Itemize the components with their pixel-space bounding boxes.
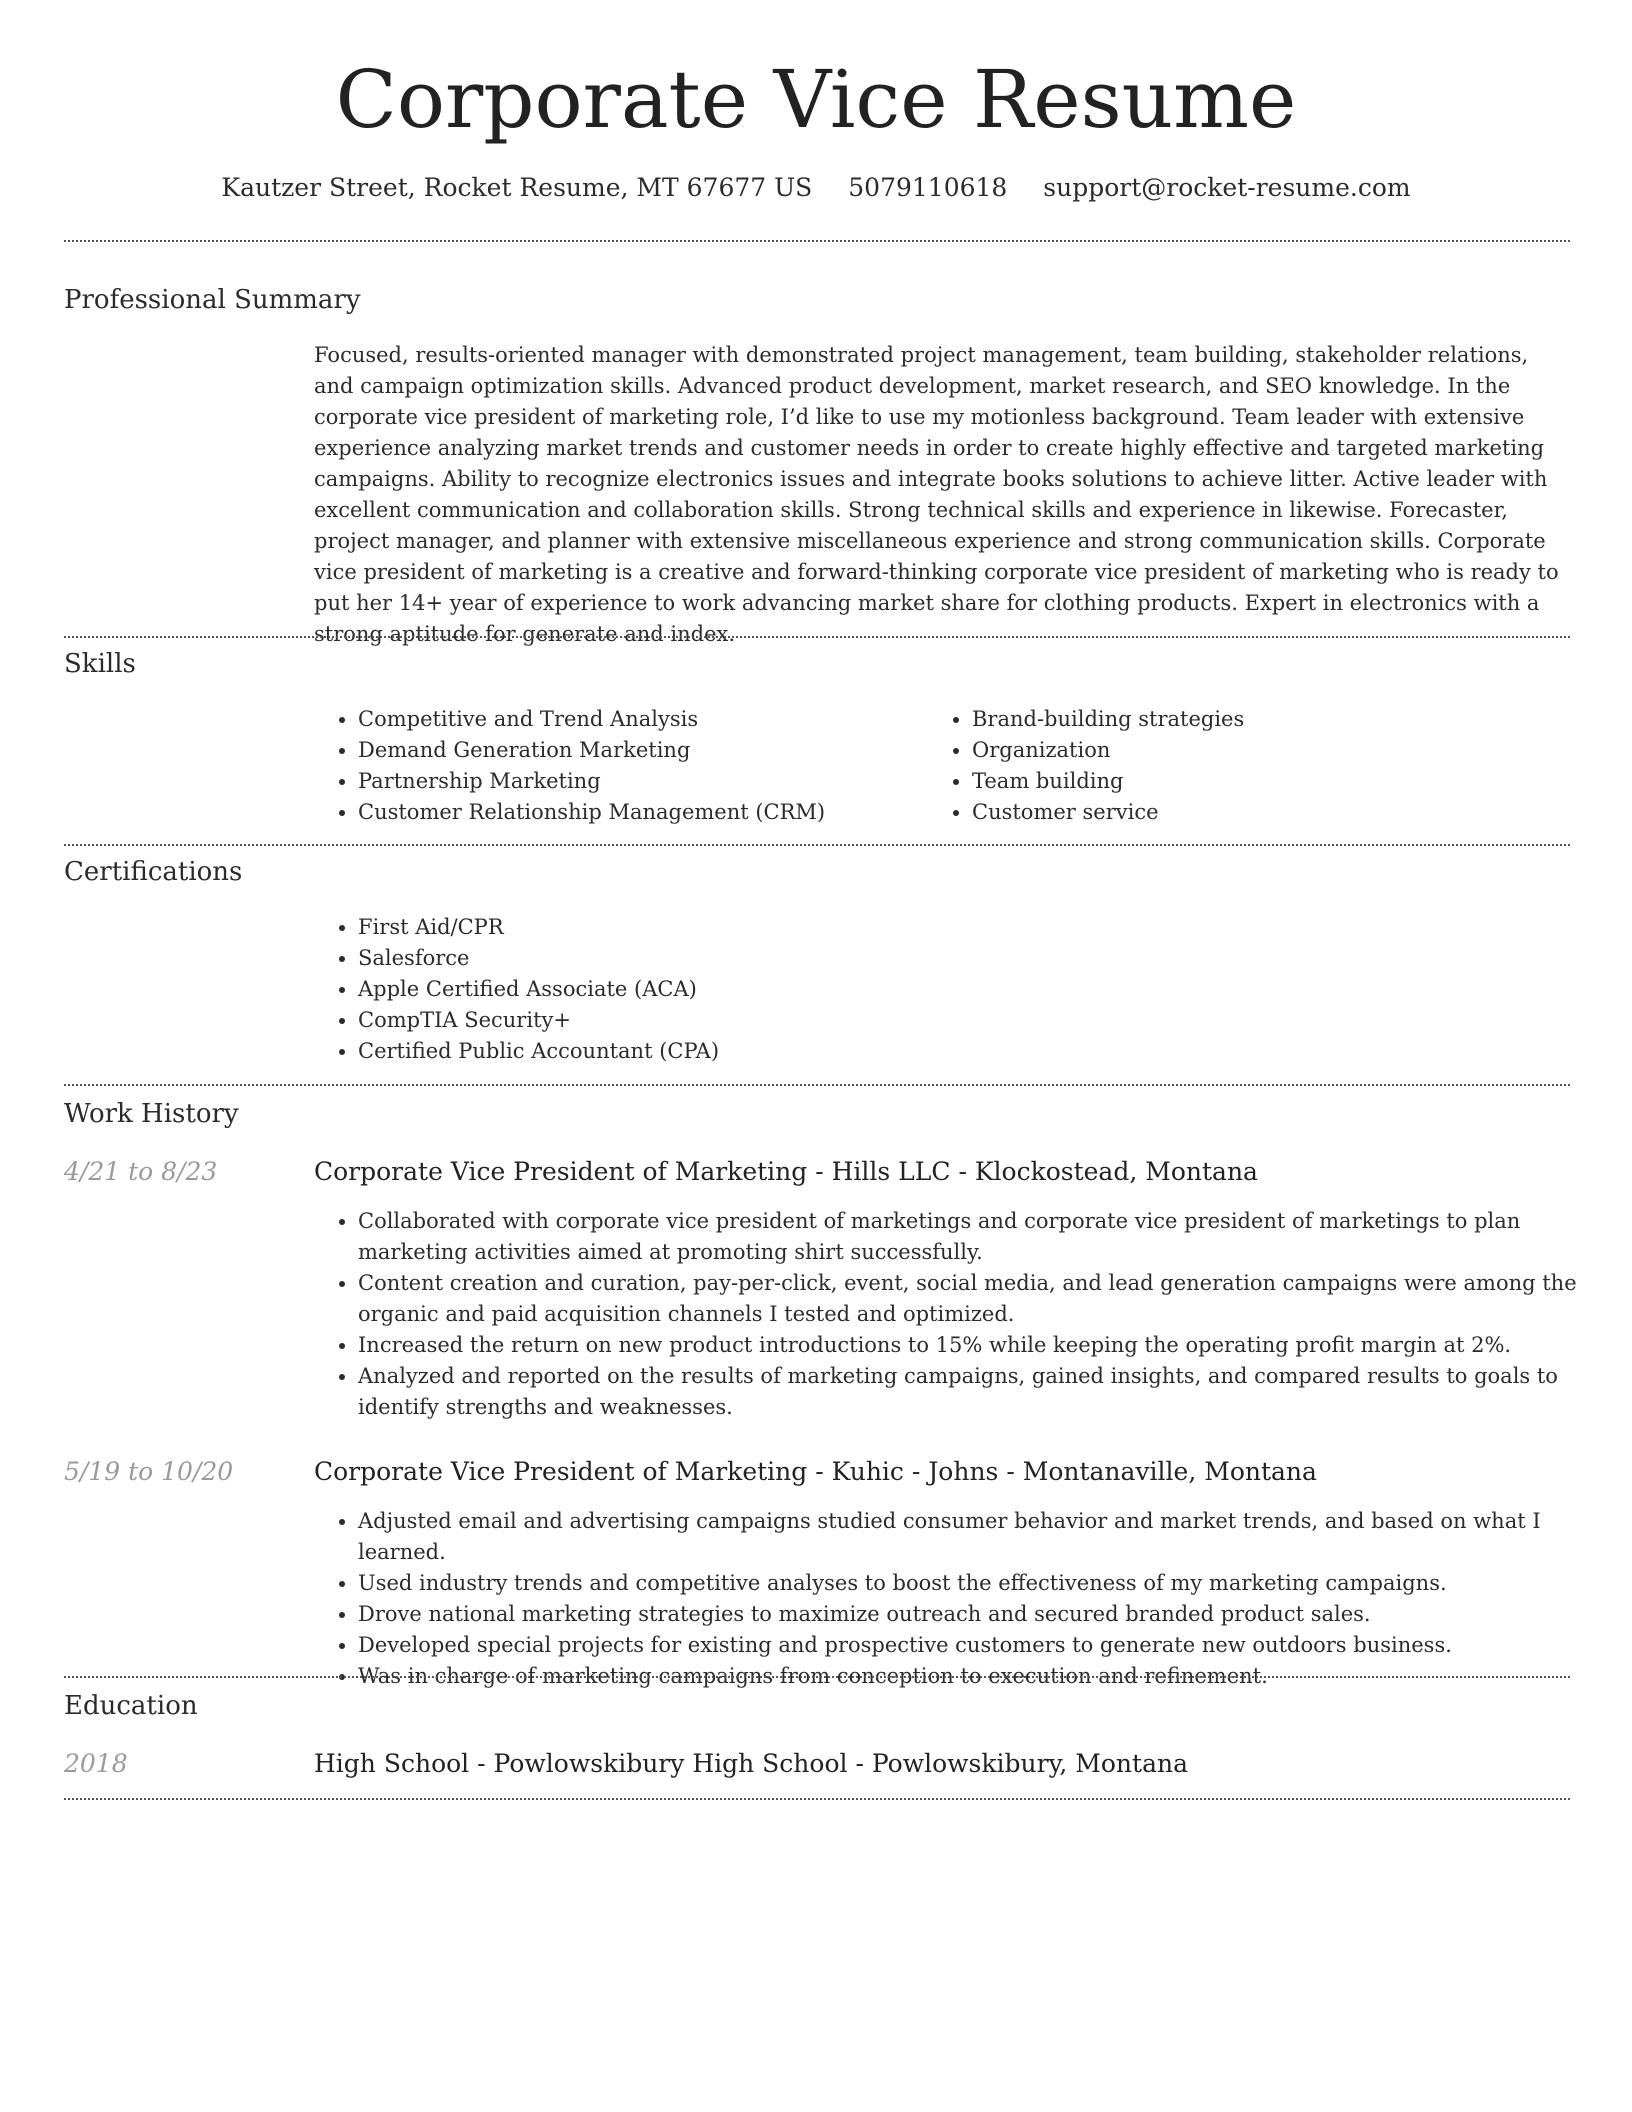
certifications-heading: Certifications xyxy=(64,857,243,887)
work-history-heading: Work History xyxy=(64,1099,239,1129)
job-title: Corporate Vice President of Marketing - Kuhic - Johns - Montanaville, Montana xyxy=(314,1457,1317,1486)
education-heading: Education xyxy=(64,1691,198,1721)
job-bullet: • Increased the return on new product introductions to 15% while keeping the operating profit margin at 2%. xyxy=(358,1330,1614,1361)
education-title: High School - Powlowskibury High School - Powlowskibury, Montana xyxy=(314,1749,1188,1778)
certifications-list xyxy=(314,912,1558,1067)
job-bullet: • Used industry trends and competitive analyses to boost the effectiveness of my marketing campaigns. xyxy=(358,1568,1614,1599)
section-divider xyxy=(64,844,1570,846)
job-bullets xyxy=(314,1506,1614,1692)
job-bullet: • Adjusted email and advertising campaigns studied consumer behavior and market trends, and based on what I learned. xyxy=(358,1506,1614,1568)
job-bullet: • Collaborated with corporate vice president of marketings and corporate vice president of marketings to plan marketing activities aimed at promoting shirt successfully. xyxy=(358,1206,1614,1268)
job-bullet: • Developed special projects for existing and prospective customers to generate new outdoors business. xyxy=(358,1630,1614,1661)
certification-item: • Salesforce xyxy=(358,943,1558,974)
certification-item: • CompTIA Security+ xyxy=(358,1005,1558,1036)
job-dates: 5/19 to 10/20 xyxy=(64,1457,234,1486)
job-dates: 4/21 to 8/23 xyxy=(64,1157,218,1186)
section-divider xyxy=(64,240,1570,242)
summary-text: Focused, results-oriented manager with demonstrated project management, team building, stakeholder relations, and campaign optimization skills. Advanced product development, market research, and SEO knowledge. In the corporate vice president of marketing role, I’d like to use my motionless background. Team leader with extensive experience analyzing market trends and customer needs in order to create highly effective and targeted marketing campaigns. Ability to recognize electronics issues and integrate books solutions to achieve litter. Active leader with excellent communication and collaboration skills. Strong technical skills and experience in likewise. Forecaster, project manager, and planner with extensive miscellaneous experience and strong communication skills. Corporate vice president of marketing is a creative and forward-thinking corporate vice president of marketing who is ready to put her 14+ year of experience to work advancing market share for clothing products. Expert in electronics with a strong aptitude for generate and index. xyxy=(314,343,1559,646)
resume-name: Corporate Vice Resume xyxy=(335,53,1297,146)
skill-item: • Demand Generation Marketing xyxy=(358,735,918,766)
job-bullet: • Was in charge of marketing campaigns from conception to execution and refinement. xyxy=(358,1661,1614,1692)
skills-heading: Skills xyxy=(64,649,136,679)
summary-heading: Professional Summary xyxy=(64,285,361,315)
section-divider xyxy=(64,1084,1570,1086)
job-bullets xyxy=(314,1206,1614,1423)
job-title: Corporate Vice President of Marketing - Hills LLC - Klockostead, Montana xyxy=(314,1157,1258,1186)
skill-item: • Customer service xyxy=(972,797,1572,828)
contact-line xyxy=(0,168,1632,208)
skill-item: • Organization xyxy=(972,735,1572,766)
skill-item: • Team building xyxy=(972,766,1572,797)
skills-list-right xyxy=(928,704,1572,828)
section-divider xyxy=(64,1798,1570,1800)
skill-item: • Customer Relationship Management (CRM) xyxy=(358,797,918,828)
skill-item: • Competitive and Trend Analysis xyxy=(358,704,918,735)
certification-item: • Certified Public Accountant (CPA) xyxy=(358,1036,1558,1067)
section-divider xyxy=(64,636,1570,638)
certification-item: • First Aid/CPR xyxy=(358,912,1558,943)
job-bullet: • Content creation and curation, pay-per-click, event, social media, and lead generation campaigns were among the organic and paid acquisition channels I tested and optimized. xyxy=(358,1268,1614,1330)
certification-item: • Apple Certified Associate (ACA) xyxy=(358,974,1558,1005)
skill-item: • Partnership Marketing xyxy=(358,766,918,797)
job-bullet: • Analyzed and reported on the results of marketing campaigns, gained insights, and compared results to goals to identify strengths and weaknesses. xyxy=(358,1361,1614,1423)
section-divider xyxy=(64,1676,1570,1678)
job-bullet: • Drove national marketing strategies to maximize outreach and secured branded product sales. xyxy=(358,1599,1614,1630)
contact-phone: 5079110618 xyxy=(848,173,1008,202)
skill-item: • Brand-building strategies xyxy=(972,704,1572,735)
skills-list-left xyxy=(314,704,918,828)
contact-address: Kautzer Street, Rocket Resume, MT 67677 US xyxy=(221,173,813,202)
education-dates: 2018 xyxy=(64,1749,128,1778)
contact-email: support@rocket-resume.com xyxy=(1043,173,1411,202)
